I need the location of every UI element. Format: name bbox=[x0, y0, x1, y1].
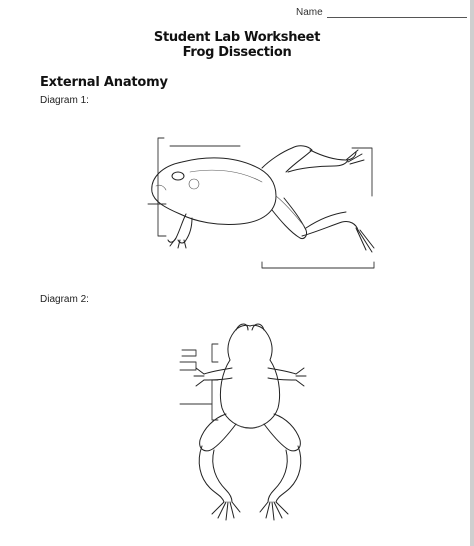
frog-leg-detail bbox=[276, 196, 304, 226]
frog-left-hand bbox=[194, 368, 204, 386]
label-line bbox=[212, 344, 218, 362]
worksheet-title: Student Lab Worksheet bbox=[153, 30, 321, 45]
frog-tympanum bbox=[189, 179, 199, 189]
frog-lower-foot bbox=[356, 228, 374, 252]
diagram-1-label-lines bbox=[148, 138, 374, 268]
diagram-1-frog-side-view bbox=[0, 115, 474, 285]
frog-body bbox=[220, 360, 279, 428]
name-label: Name bbox=[296, 7, 323, 18]
worksheet-subtitle: Frog Dissection bbox=[182, 45, 292, 60]
frog-right-hand bbox=[296, 368, 306, 386]
frog-snout-detail bbox=[156, 185, 166, 190]
frog-head bbox=[234, 325, 272, 360]
frog-left-thigh bbox=[200, 414, 236, 451]
frog-left-eye bbox=[236, 324, 248, 330]
frog-right-foot bbox=[260, 502, 288, 520]
section-heading: External Anatomy bbox=[40, 75, 168, 90]
frog-right-thigh bbox=[264, 414, 300, 451]
diagram-2-frog-outline bbox=[194, 324, 306, 520]
name-field bbox=[296, 7, 467, 18]
frog-left-arm bbox=[204, 368, 232, 380]
frog-head-left bbox=[228, 332, 234, 360]
frog-hind-thigh-lower bbox=[272, 198, 307, 239]
frog-upper-foot bbox=[346, 150, 364, 164]
frog-eye bbox=[172, 172, 184, 180]
frog-right-shank bbox=[276, 446, 301, 502]
frog-left-shank-inner bbox=[213, 450, 232, 502]
frog-body bbox=[152, 158, 276, 225]
diagram-1-label: Diagram 1: bbox=[40, 95, 89, 106]
frog-right-shank-inner bbox=[268, 450, 287, 502]
frog-left-foot bbox=[212, 502, 240, 520]
frog-upper-shank bbox=[310, 150, 356, 160]
label-line bbox=[212, 380, 218, 420]
frog-lower-shank-inner bbox=[306, 212, 346, 228]
label-line bbox=[262, 262, 374, 268]
frog-lower-shank bbox=[302, 221, 358, 236]
label-line bbox=[182, 350, 196, 356]
page-edge-shadow bbox=[470, 0, 474, 546]
label-line bbox=[158, 138, 166, 236]
frog-left-shank bbox=[199, 446, 224, 502]
diagram-1-frog-outline bbox=[152, 146, 374, 252]
diagram-2-label-lines bbox=[180, 344, 218, 420]
diagram-2-frog-top-view bbox=[0, 310, 474, 546]
diagram-2-label: Diagram 2: bbox=[40, 294, 89, 305]
name-blank-line[interactable] bbox=[327, 7, 467, 18]
frog-front-arm bbox=[168, 214, 192, 243]
label-line bbox=[180, 362, 196, 370]
frog-dorsal-fold bbox=[190, 170, 262, 182]
frog-right-arm bbox=[268, 368, 296, 380]
